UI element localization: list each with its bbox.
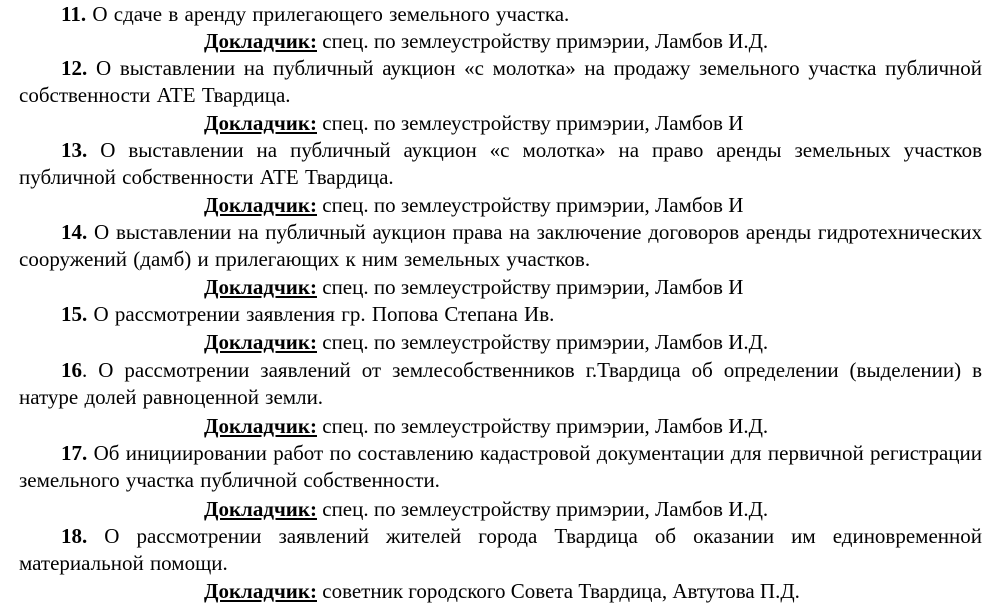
speaker-line-17 [204,496,768,523]
item-text: О рассмотрении заявлений жителей города Твардица об оказании им единовременной материальной помощи. [19,524,982,575]
speaker-label: Докладчик: [204,497,317,521]
speaker-text: спец. по землеустройству примэрии, Ламбов И.Д. [317,497,769,521]
speaker-line-14 [204,274,743,301]
agenda-item-18 [19,523,982,577]
item-number: 12. [61,56,88,80]
item-text: О выставлении на публичный аукцион «с молотка» на продажу земельного участка публичной собственности АТЕ Твардица. [19,56,982,107]
speaker-label: Докладчик: [204,29,317,53]
speaker-text: спец. по землеустройству примэрии, Ламбов И.Д. [317,414,769,438]
speaker-text: спец. по землеустройству примэрии, Ламбов И [317,193,744,217]
speaker-text: спец. по землеустройству примэрии, Ламбов И.Д. [317,330,769,354]
item-number: 16 [61,358,82,382]
item-text: О выставлении на публичный аукцион «с молотка» на право аренды земельных участков публичной собственности АТЕ Твардица. [19,138,982,189]
speaker-label: Докладчик: [204,111,317,135]
item-number: 15. [61,302,88,326]
speaker-label: Докладчик: [204,193,317,217]
item-number: 14. [61,220,88,244]
agenda-item-15 [19,301,982,328]
item-number: 17. [61,441,88,465]
item-number: 18. [61,524,88,548]
speaker-line-18 [204,578,800,605]
speaker-label: Докладчик: [204,275,317,299]
item-text: О рассмотрении заявления гр. Попова Степана Ив. [87,302,555,326]
item-number: 11. [61,2,87,26]
agenda-item-12 [19,55,982,109]
speaker-label: Докладчик: [204,414,317,438]
item-number: 13. [61,138,88,162]
item-text: Об инициировании работ по составлению кадастровой документации для первичной регистрации земельного участка публичной собственности. [19,441,982,492]
speaker-text: спец. по землеустройству примэрии, Ламбов И [317,275,744,299]
item-text: О сдаче в аренду прилегающего земельного участка. [86,2,570,26]
agenda-item-17 [19,440,982,494]
speaker-line-11 [204,28,768,55]
speaker-line-13 [204,192,743,219]
agenda-item-16 [19,357,982,411]
agenda-item-13 [19,137,982,191]
speaker-label: Докладчик: [204,579,317,603]
item-text: . О рассмотрении заявлений от землесобственников г.Твардица об определении (выделении) в натуре долей равноценной земли. [19,358,982,409]
speaker-line-16 [204,413,768,440]
speaker-text: советник городского Совета Твардица, Автутова П.Д. [317,579,800,603]
speaker-line-12 [204,110,743,137]
item-text: О выставлении на публичный аукцион права на заключение договоров аренды гидротехнических сооружений (дамб) и прилегающих к ним земельных участков. [19,220,982,271]
speaker-text: спец. по землеустройству примэрии, Ламбов И.Д. [317,29,769,53]
speaker-text: спец. по землеустройству примэрии, Ламбов И [317,111,744,135]
agenda-item-14 [19,219,982,273]
speaker-label: Докладчик: [204,330,317,354]
speaker-line-15 [204,329,768,356]
agenda-item-11 [19,1,982,28]
